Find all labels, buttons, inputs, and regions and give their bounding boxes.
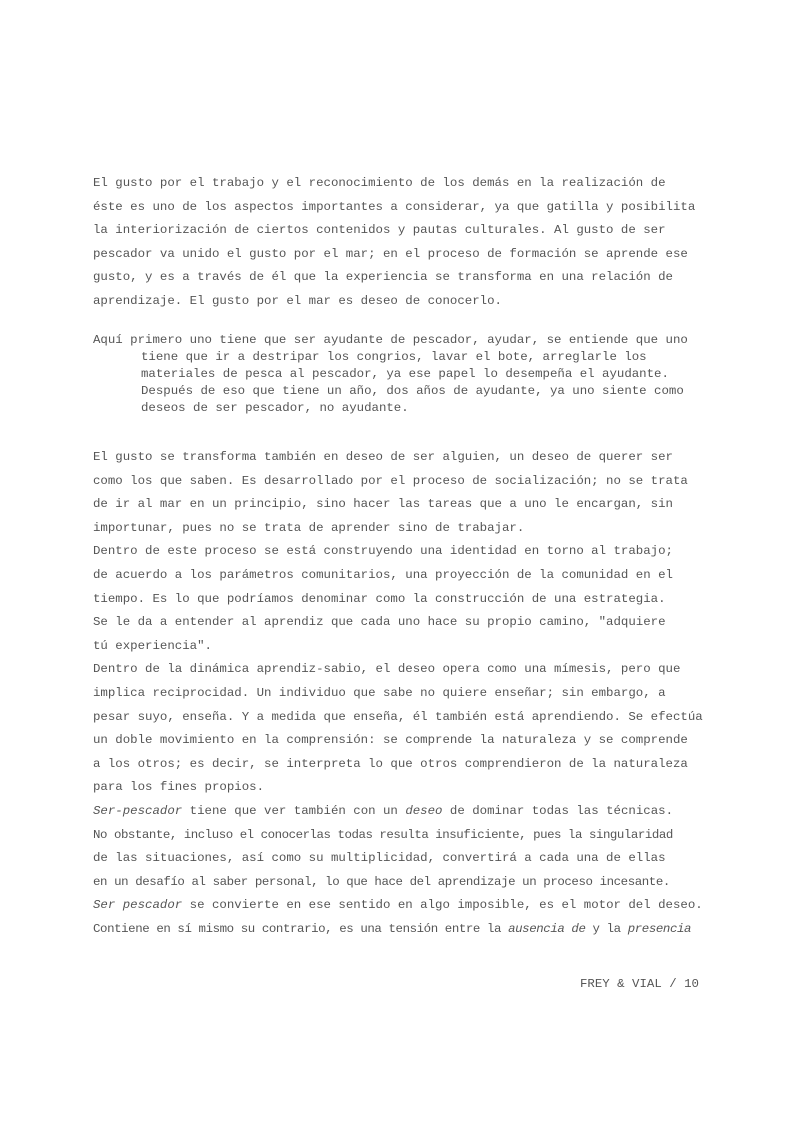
- text-line: de acuerdo a los parámetros comunitarios, una proyección de la comunidad en el: [93, 567, 673, 582]
- text-line: pesar suyo, enseña. Y a medida que enseña, él también está aprendiendo. Se efectúa: [93, 709, 703, 724]
- text-line: [93, 918, 710, 942]
- italic-term: presencia: [627, 921, 692, 936]
- text-line: Se le da a entender al aprendiz que cada uno hace su propio camino, "adquiere: [93, 615, 666, 630]
- text-run: se convierte en ese sentido en algo imposible, es el motor del deseo.: [182, 898, 703, 913]
- text-run: tiene que ver también con un: [182, 804, 406, 818]
- text-line: El gusto por el trabajo y el reconocimiento de los demás en la realización de: [93, 176, 666, 190]
- text-line: de las situaciones, así como su multiplicidad, convertirá a cada una de ellas: [93, 851, 666, 866]
- text-line: de ir al mar en un principio, sino hacer las tareas que a uno le encargan, sin: [93, 497, 673, 512]
- text-line: a los otros; es decir, se interpreta lo que otros comprendieron de la naturaleza: [93, 756, 688, 771]
- text-line: éste es uno de los aspectos importantes a considerar, ya que gatilla y posibilita: [93, 199, 696, 214]
- text-line: aprendizaje. El gusto por el mar es deseo de conocerlo.: [93, 293, 502, 308]
- paragraph-1: [93, 172, 710, 314]
- paragraph-3: [93, 800, 710, 942]
- text-line: pescador va unido el gusto por el mar; en el proceso de formación se aprende ese: [93, 246, 688, 261]
- text-line: [93, 894, 710, 918]
- text-line: implica reciprocidad. Un individuo que sabe no quiere enseñar; sin embargo, a: [93, 685, 666, 700]
- text-line: gusto, y es a través de él que la experiencia se transforma en una relación de: [93, 270, 673, 285]
- text-run: Contiene en sí mismo su contrario, es una tensión entre la: [93, 921, 509, 936]
- text-line: No obstante, incluso el conocerlas todas resulta insuficiente, pues la singularidad: [93, 827, 673, 842]
- interview-quote: [93, 332, 713, 417]
- text-line: en un desafío al saber personal, lo que hace del aprendizaje un proceso incesante.: [93, 874, 670, 889]
- text-run: de dominar todas las técnicas.: [442, 804, 674, 818]
- italic-term: ausencia de: [508, 921, 586, 936]
- quote-line: tiene que ir a destripar los congrios, lavar el bote, arreglarle los: [141, 350, 647, 364]
- text-line: Dentro de este proceso se está construyendo una identidad en torno al trabajo;: [93, 544, 673, 559]
- quote-line: deseos de ser pescador, no ayudante.: [141, 401, 409, 415]
- text-line: El gusto se transforma también en deseo de ser alguien, un deseo de querer ser: [93, 450, 673, 464]
- text-line: tiempo. Es lo que podríamos denominar como la construcción de una estrategia.: [93, 591, 666, 606]
- text-line: para los fines propios.: [93, 780, 265, 795]
- quote-line: materiales de pesca al pescador, ya ese papel lo desempeña el ayudante.: [141, 367, 669, 381]
- italic-term: Ser pescador: [93, 898, 183, 913]
- text-line: tú experiencia".: [93, 638, 212, 653]
- quote-line: Aquí primero uno tiene que ser ayudante de pescador, ayudar, se entiende que uno: [93, 333, 688, 347]
- text-line: importunar, pues no se trata de aprender sino de trabajar.: [93, 520, 525, 535]
- text-line: [93, 800, 710, 824]
- text-line: un doble movimiento en la comprensión: se comprende la naturaleza y se comprende: [93, 733, 688, 748]
- text-run: y la: [585, 921, 628, 936]
- page-footer: FREY & VIAL / 10: [580, 977, 699, 991]
- text-line: Dentro de la dinámica aprendiz-sabio, el deseo opera como una mímesis, pero que: [93, 662, 681, 677]
- italic-term: Ser-pescador: [93, 804, 183, 818]
- paragraph-2: [93, 446, 710, 800]
- italic-term: deseo: [405, 804, 443, 818]
- text-line: la interiorización de ciertos contenidos y pautas culturales. Al gusto de ser: [93, 223, 666, 238]
- quote-line: Después de eso que tiene un año, dos años de ayudante, ya uno siente como: [141, 384, 684, 398]
- text-line: como los que saben. Es desarrollado por el proceso de socialización; no se trata: [93, 473, 688, 488]
